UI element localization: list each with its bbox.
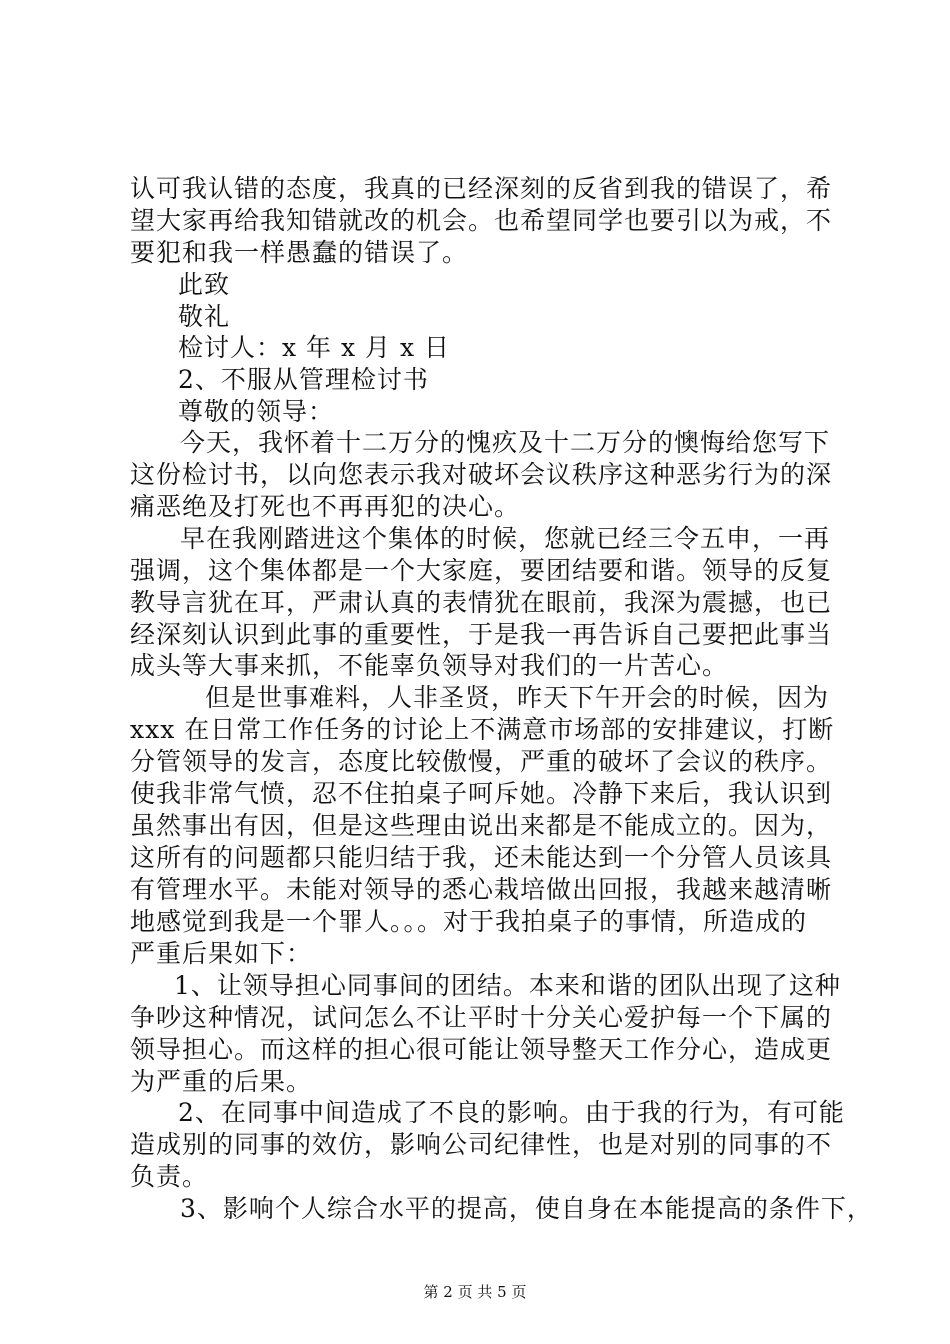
text-line: 严重后果如下： [130, 939, 313, 968]
list-item: 2、在同事中间造成了不良的影响。由于我的行为，有可能 [178, 1098, 845, 1127]
text-line: 但是世事难料，人非圣贤，昨天下午开会的时候，因为 [205, 683, 830, 712]
text-line: 敬礼 [178, 302, 231, 331]
text-line: 要犯和我一样愚蠢的错误了。 [130, 238, 469, 267]
signature-line: 检讨人：x 年 x 月 x 日 [178, 333, 451, 362]
text-line: 分管领导的发言，态度比较傲慢，严重的破坏了会议的秩序。 [130, 747, 833, 776]
text-line: 痛恶绝及打死也不再再犯的决心。 [130, 492, 521, 521]
text-line: 强调，这个集体都是一个大家庭，要团结要和谐。领导的反复 [130, 556, 833, 585]
text-line: 争吵这种情况，试问怎么不让平时十分关心爱护每一个下属的 [130, 1003, 833, 1032]
section-heading: 2、不服从管理检讨书 [178, 365, 429, 394]
text-line: 负责。 [130, 1162, 209, 1191]
text-line: 地感觉到我是一个罪人。。。对于我拍桌子的事情，所造成的 [130, 907, 808, 936]
text-line: 有管理水平。未能对领导的悉心栽培做出回报，我越来越清晰 [130, 875, 833, 904]
text-line: 经深刻认识到此事的重要性，于是我一再告诉自己要把此事当 [130, 620, 833, 649]
text-line: 成头等大事来抓，不能辜负领导对我们的一片苦心。 [130, 651, 729, 680]
text-line: 为严重的后果。 [130, 1067, 313, 1096]
text-line: 教导言犹在耳，严肃认真的表情犹在眼前，我深为震撼，也已 [130, 588, 833, 617]
list-item: 1、让领导担心同事间的团结。本来和谐的团队出现了这种 [174, 971, 841, 1000]
text-line: 认可我认错的态度，我真的已经深刻的反省到我的错误了，希 [130, 174, 833, 203]
text-line: 虽然事出有因，但是这些理由说出来都是不能成立的。因为， [130, 811, 833, 840]
text-line: 领导担心。而这样的担心很可能让领导整天工作分心，造成更 [130, 1035, 833, 1064]
text-line: 早在我刚踏进这个集体的时候，您就已经三令五申，一再 [180, 524, 831, 553]
text-line: 造成别的同事的效仿，影响公司纪律性，也是对别的同事的不 [130, 1130, 833, 1159]
text-line: xxx 在日常工作任务的讨论上不满意市场部的安排建议，打断 [130, 715, 835, 744]
text-line: 这所有的问题都只能归结于我，还未能达到一个分管人员该具 [130, 843, 833, 872]
text-line: 今天，我怀着十二万分的愧疚及十二万分的懊悔给您写下 [180, 428, 831, 457]
text-line: 此致 [178, 270, 231, 299]
text-line: 这份检讨书，以向您表示我对破坏会议秩序这种恶劣行为的深 [130, 460, 833, 489]
salutation: 尊敬的领导： [178, 397, 335, 426]
page-number: 第 2 页 共 5 页 [423, 1283, 527, 1301]
text-line: 使我非常气愤，忍不住拍桌子呵斥她。冷静下来后，我认识到 [130, 779, 833, 808]
text-line: 望大家再给我知错就改的机会。也希望同学也要引以为戒，不 [130, 206, 833, 235]
list-item: 3、影响个人综合水平的提高，使自身在本能提高的条件下， [180, 1194, 873, 1223]
